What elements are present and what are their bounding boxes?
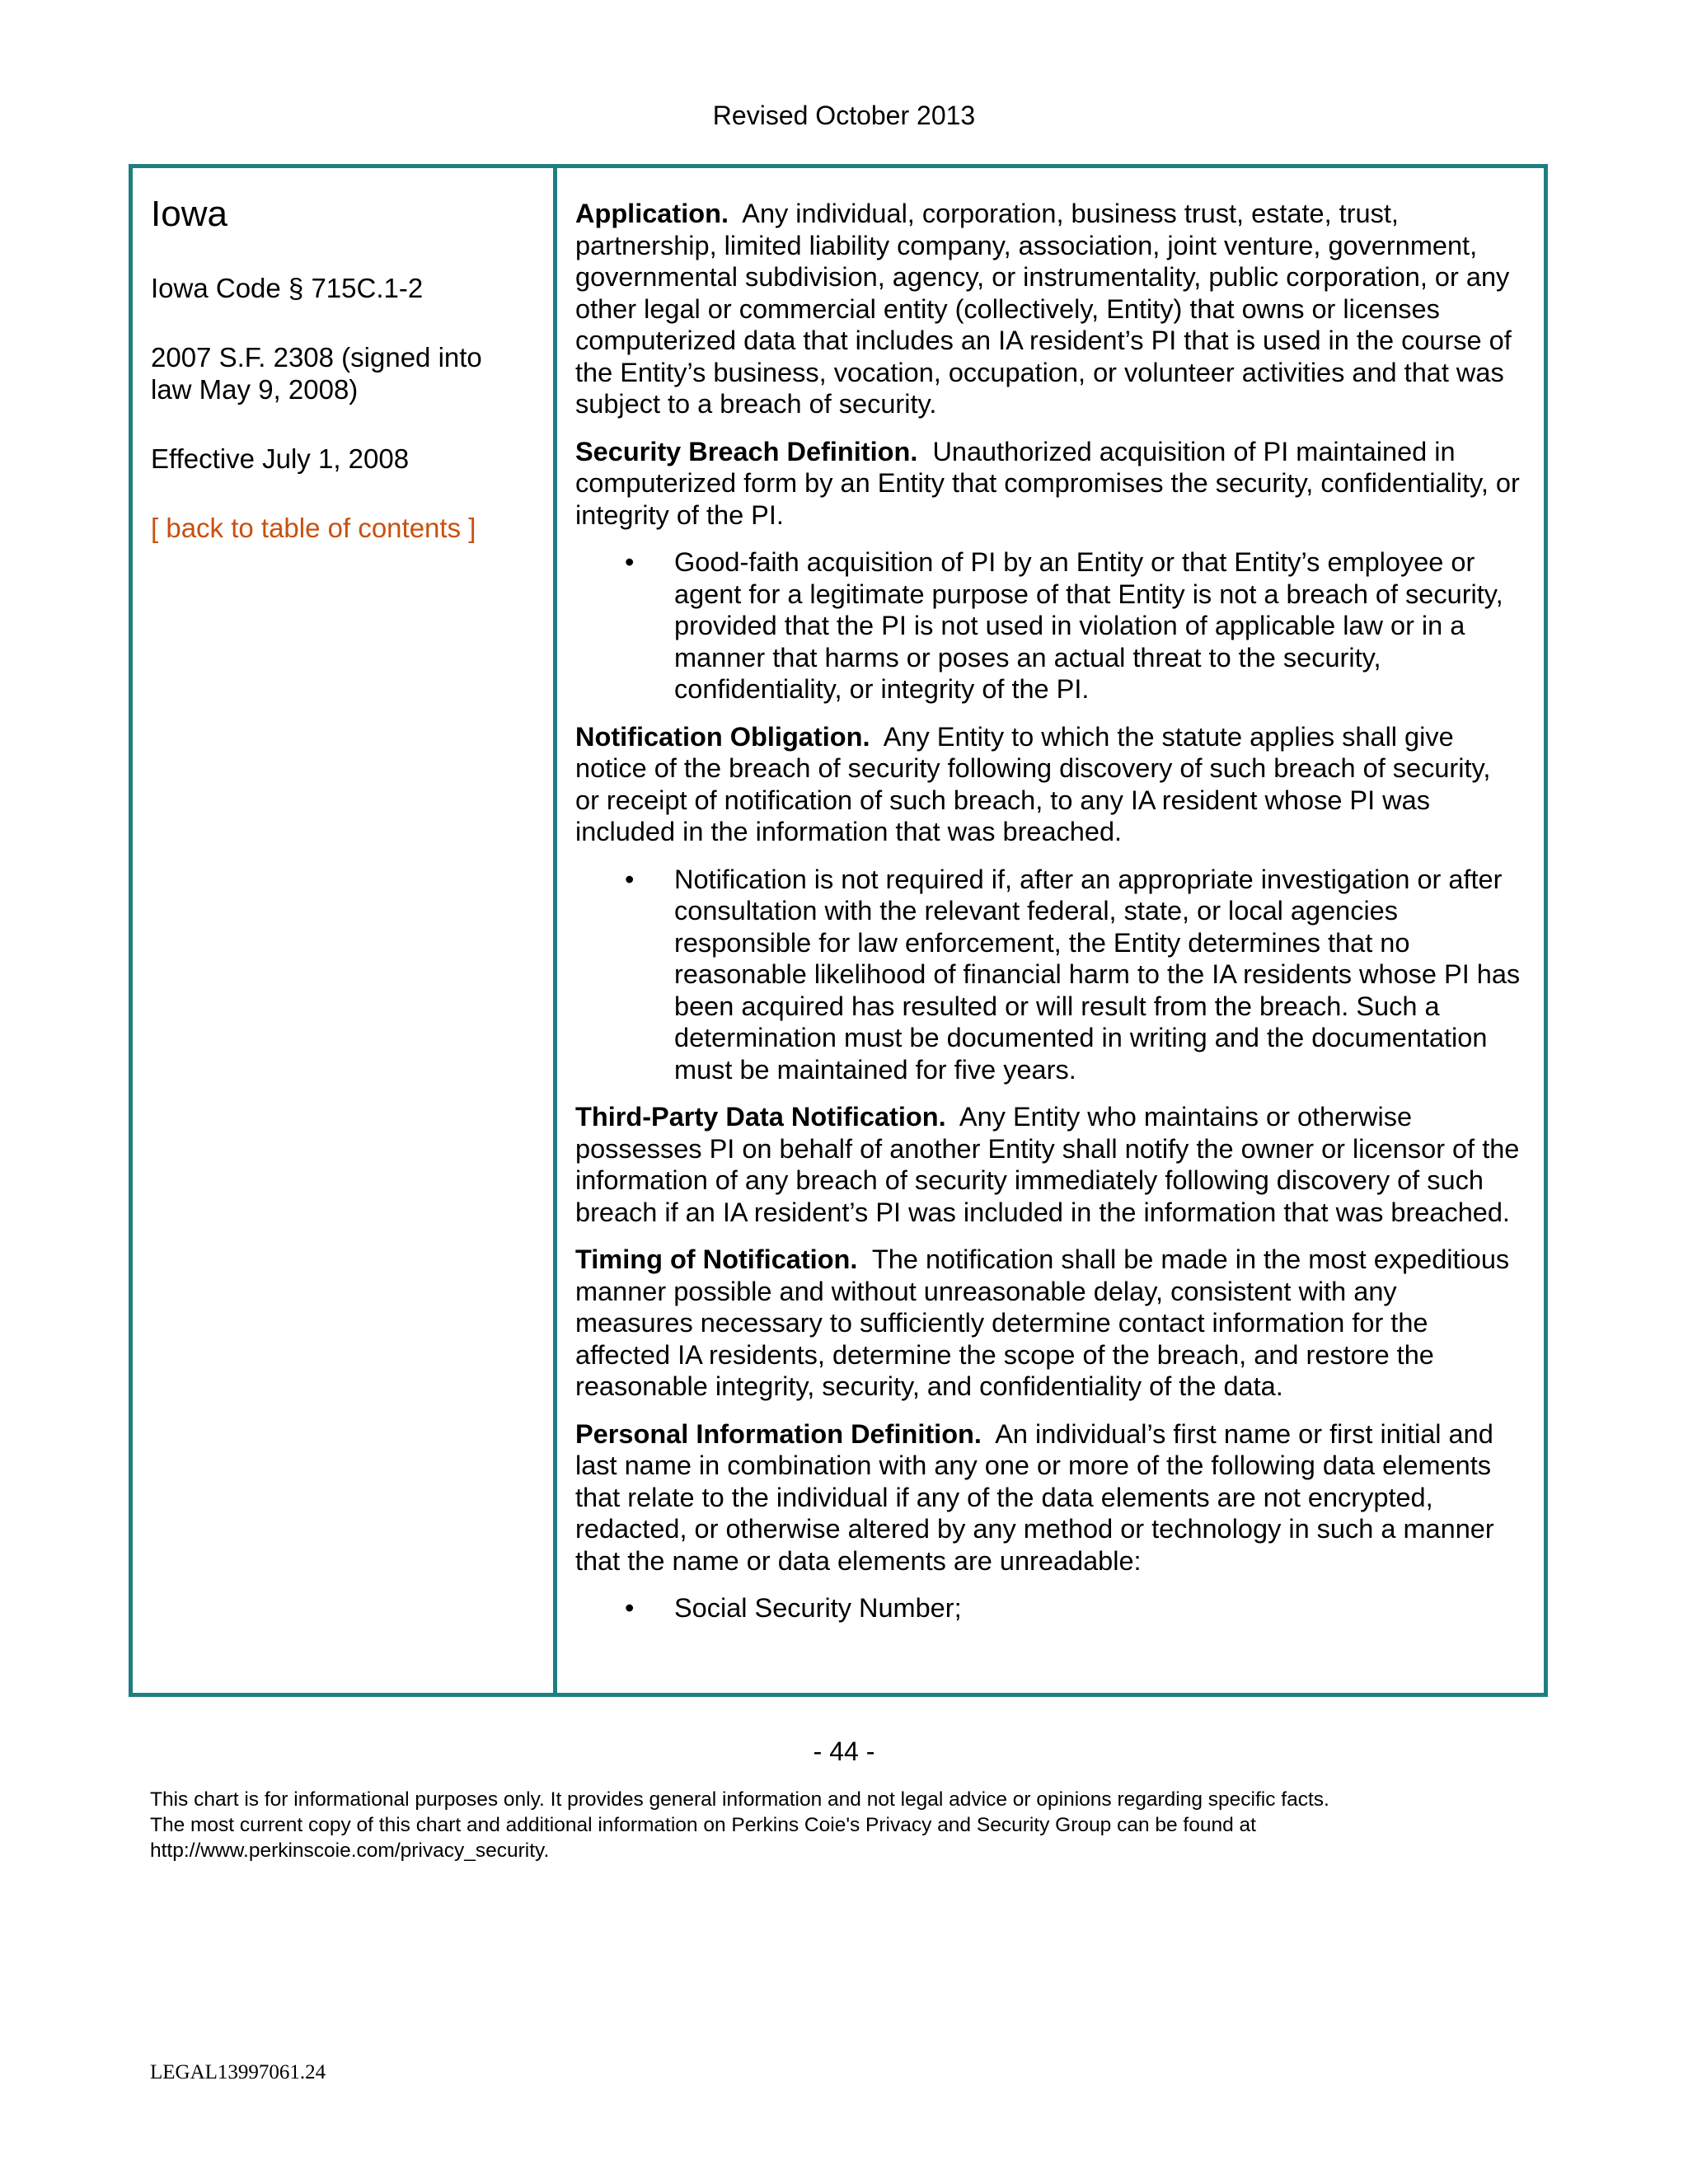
section-paragraph (575, 198, 1521, 420)
section-heading: Application. (575, 199, 729, 228)
section-text: An individual’s first name or first initial and last name in combination with any one or more of the following data elements that relate to the individual if any of the data elements are not encrypted, redacted, or otherwise altered by any method or technology in such a manner that the name or data elements are unreadable: (575, 1418, 1494, 1576)
disclaimer-link[interactable]: http://www.perkinscoie.com/privacy_security. (150, 1840, 550, 1862)
list-item (625, 864, 1521, 1086)
list-item (625, 546, 1521, 705)
bullet-icon: • (625, 1593, 635, 1623)
page-number: - 44 - (813, 1736, 875, 1766)
document-id: LEGAL13997061.24 (150, 2061, 326, 2083)
list-item-text: Notification is not required if, after an appropriate investigation or after consultation with the relevant federal, state, or local agencies responsible for law enforcement, the Entity determines that no reasonable likelihood of financial harm to the IA residents whose PI has been acquired has resulted or will result from the breach. Such a determination must be documented in writing and the documentation must be maintained for five years. (674, 864, 1521, 1085)
bullet-icon: • (625, 864, 635, 894)
bullet-list (575, 864, 1521, 1086)
disclaimer-line: The most current copy of this chart and additional information on Perkins Coie's Privacy and Security Group can be found at (150, 1814, 1256, 1836)
section-paragraph (575, 1244, 1521, 1403)
section-text: Any Entity to which the statute applies shall give notice of the breach of security following discovery of such breach of security, or receipt of notification of such breach, to any IA resident whose PI was included in the information that was breached. (575, 721, 1491, 846)
section-paragraph (575, 1101, 1521, 1228)
bullet-icon: • (625, 547, 635, 577)
section-heading: Personal Information Definition. (575, 1418, 982, 1449)
section-text: The notification shall be made in the most expeditious manner possible and without unreasonable delay, consistent with any measures necessary to sufficiently determine contact information for the affected IA residents, determine the scope of the breach, and restore the reasonable integrity, security, and confidentiality of the data. (575, 1244, 1510, 1401)
section-heading: Notification Obligation. (575, 721, 870, 752)
citation-bill: 2007 S.F. 2308 (signed into law May 9, 2008) (151, 342, 482, 405)
disclaimer-line: This chart is for informational purposes only. It provides general information and not legal advice or opinions regarding specific facts. (150, 1788, 1329, 1811)
law-details-column (557, 168, 1544, 1693)
section-heading: Security Breach Definition. (575, 436, 918, 466)
section-paragraph (575, 436, 1521, 532)
back-to-toc-link[interactable]: [ back to table of contents ] (151, 513, 476, 543)
section-heading: Timing of Notification. (575, 1244, 858, 1274)
section-text: Any individual, corporation, business trust, estate, trust, partnership, limited liability company, association, joint venture, government, governmental subdivision, agency, or instrumentality, public corporation, or any other legal or commercial entity (collectively, Entity) that owns or licenses computerized data that includes an IA resident’s PI that is used in the course of the Entity’s business, vocation, occupation, or volunteer activities and that was subject to a breach of security. (575, 199, 1512, 419)
state-name: Iowa (151, 194, 227, 234)
bullet-list (575, 546, 1521, 705)
state-law-table (129, 164, 1548, 1697)
revision-date: Revised October 2013 (712, 101, 976, 130)
section-text: Any Entity who maintains or otherwise possesses PI on behalf of another Entity shall notify the owner or licensor of the information of any breach of security immediately following discovery of such breach if an IA resident’s PI was included in the information that was breached. (575, 1102, 1520, 1227)
bullet-list (575, 1592, 1521, 1624)
list-item-text: Social Security Number; (674, 1593, 962, 1623)
section-paragraph (575, 721, 1521, 848)
state-info-column (133, 168, 557, 1693)
disclaimer-footer (150, 1787, 1617, 1863)
list-item-text: Good-faith acquisition of PI by an Entity or that Entity’s employee or agent for a legitimate purpose of that Entity is not a breach of security, provided that the PI is not used in violation of applicable law or in a manner that harms or poses an actual threat to the security, confidentiality, or integrity of the PI. (674, 547, 1503, 704)
sections-list (575, 198, 1521, 1624)
section-text: Unauthorized acquisition of PI maintained in computerized form by an Entity that compromises the security, confidentiality, or integrity of the PI. (575, 436, 1520, 530)
section-paragraph (575, 1418, 1521, 1577)
list-item (625, 1592, 1521, 1624)
section-heading: Third-Party Data Notification. (575, 1102, 946, 1132)
effective-date: Effective July 1, 2008 (151, 443, 410, 474)
citation-code: Iowa Code § 715C.1-2 (151, 273, 424, 303)
